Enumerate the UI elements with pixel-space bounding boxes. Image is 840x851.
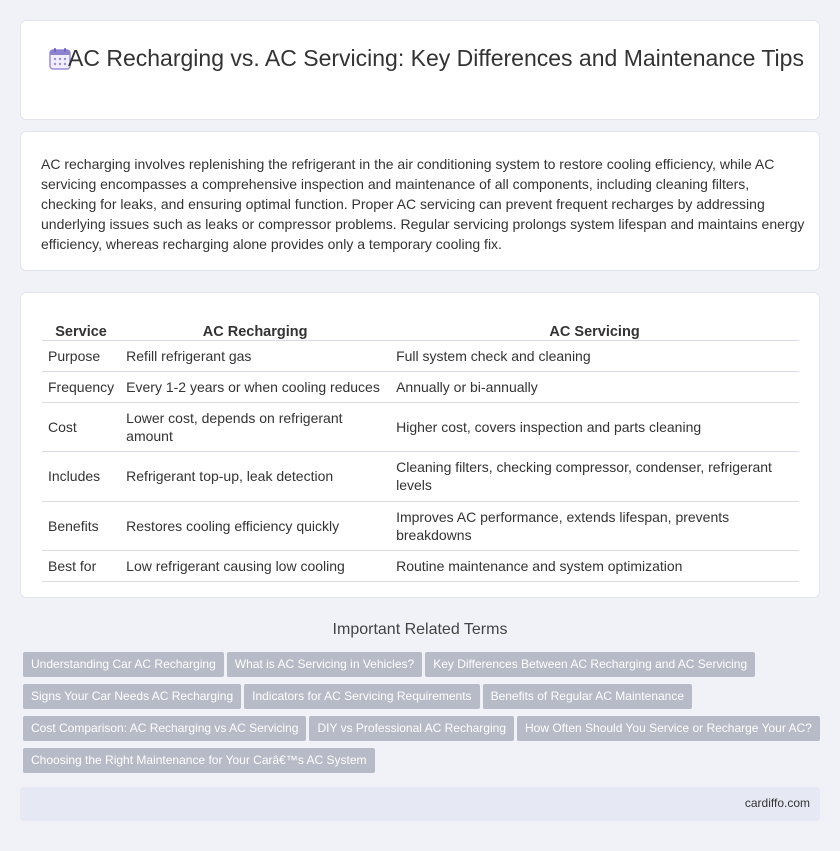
servicing-cell: Cleaning filters, checking compressor, condenser, refrigerant levels xyxy=(390,451,799,501)
recharging-cell: Every 1-2 years or when cooling reduces xyxy=(120,371,390,402)
related-term-link[interactable]: Signs Your Car Needs AC Recharging xyxy=(23,684,241,709)
related-term-link[interactable]: How Often Should You Service or Recharge Your AC? xyxy=(517,716,820,741)
title-card xyxy=(20,20,820,120)
servicing-cell: Full system check and cleaning xyxy=(390,340,799,371)
servicing-cell: Higher cost, covers inspection and parts cleaning xyxy=(390,402,799,451)
recharging-cell: Refrigerant top-up, leak detection xyxy=(120,451,390,501)
row-label: Purpose xyxy=(42,340,120,371)
intro-paragraph: AC recharging involves replenishing the refrigerant in the air conditioning system to restore cooling efficiency, while AC servicing encompasses a comprehensive inspection and maintenance of all components, including cleaning filters, checking for leaks, and ensuring optimal function. Proper AC servicing can prevent frequent recharges by addressing underlying issues such as leaks or compressor problems. Regular servicing prolongs system lifespan and maintains energy efficiency, whereas recharging alone provides only a temporary cooling fix. xyxy=(41,156,805,252)
related-term-link[interactable]: What is AC Servicing in Vehicles? xyxy=(227,652,422,677)
related-term-link[interactable]: Indicators for AC Servicing Requirements xyxy=(244,684,479,709)
footer-site[interactable]: cardiffo.com xyxy=(744,796,810,810)
row-label: Cost xyxy=(42,402,120,451)
recharging-cell: Refill refrigerant gas xyxy=(120,340,390,371)
related-term-link[interactable]: Key Differences Between AC Recharging and AC Servicing xyxy=(425,652,755,677)
related-terms-list xyxy=(23,652,823,780)
page-title: AC Recharging vs. AC Servicing: Key Differences and Maintenance Tips xyxy=(68,45,804,71)
table-row xyxy=(42,371,799,402)
servicing-cell: Improves AC performance, extends lifespan, prevents breakdowns xyxy=(390,501,799,550)
recharging-cell: Low refrigerant causing low cooling xyxy=(120,550,390,581)
table-row xyxy=(42,402,799,451)
table-row xyxy=(42,501,799,550)
recharging-cell: Lower cost, depends on refrigerant amount xyxy=(120,402,390,451)
row-label: Benefits xyxy=(42,501,120,550)
related-term-link[interactable]: Cost Comparison: AC Recharging vs AC Servicing xyxy=(23,716,306,741)
related-term-link[interactable]: Understanding Car AC Recharging xyxy=(23,652,224,677)
table-row xyxy=(42,451,799,501)
table-row xyxy=(42,340,799,371)
related-term-link[interactable]: DIY vs Professional AC Recharging xyxy=(309,716,514,741)
related-term-link[interactable]: Benefits of Regular AC Maintenance xyxy=(483,684,692,709)
header-ac-servicing: AC Servicing xyxy=(390,313,799,340)
servicing-cell: Annually or bi-annually xyxy=(390,371,799,402)
comparison-table xyxy=(42,313,799,582)
servicing-cell: Routine maintenance and system optimization xyxy=(390,550,799,581)
intro-card xyxy=(20,131,820,271)
row-label: Best for xyxy=(42,550,120,581)
row-label: Frequency xyxy=(42,371,120,402)
related-terms-heading: Important Related Terms xyxy=(332,621,508,638)
recharging-cell: Restores cooling efficiency quickly xyxy=(120,501,390,550)
header-ac-recharging: AC Recharging xyxy=(120,313,390,340)
footer xyxy=(20,787,820,821)
table-row xyxy=(42,550,799,581)
comparison-card xyxy=(20,292,820,598)
row-label: Includes xyxy=(42,451,120,501)
table-header-row xyxy=(42,313,799,340)
header-service: Service xyxy=(42,313,120,340)
related-term-link[interactable]: Choosing the Right Maintenance for Your Carâ€™s AC System xyxy=(23,748,375,773)
